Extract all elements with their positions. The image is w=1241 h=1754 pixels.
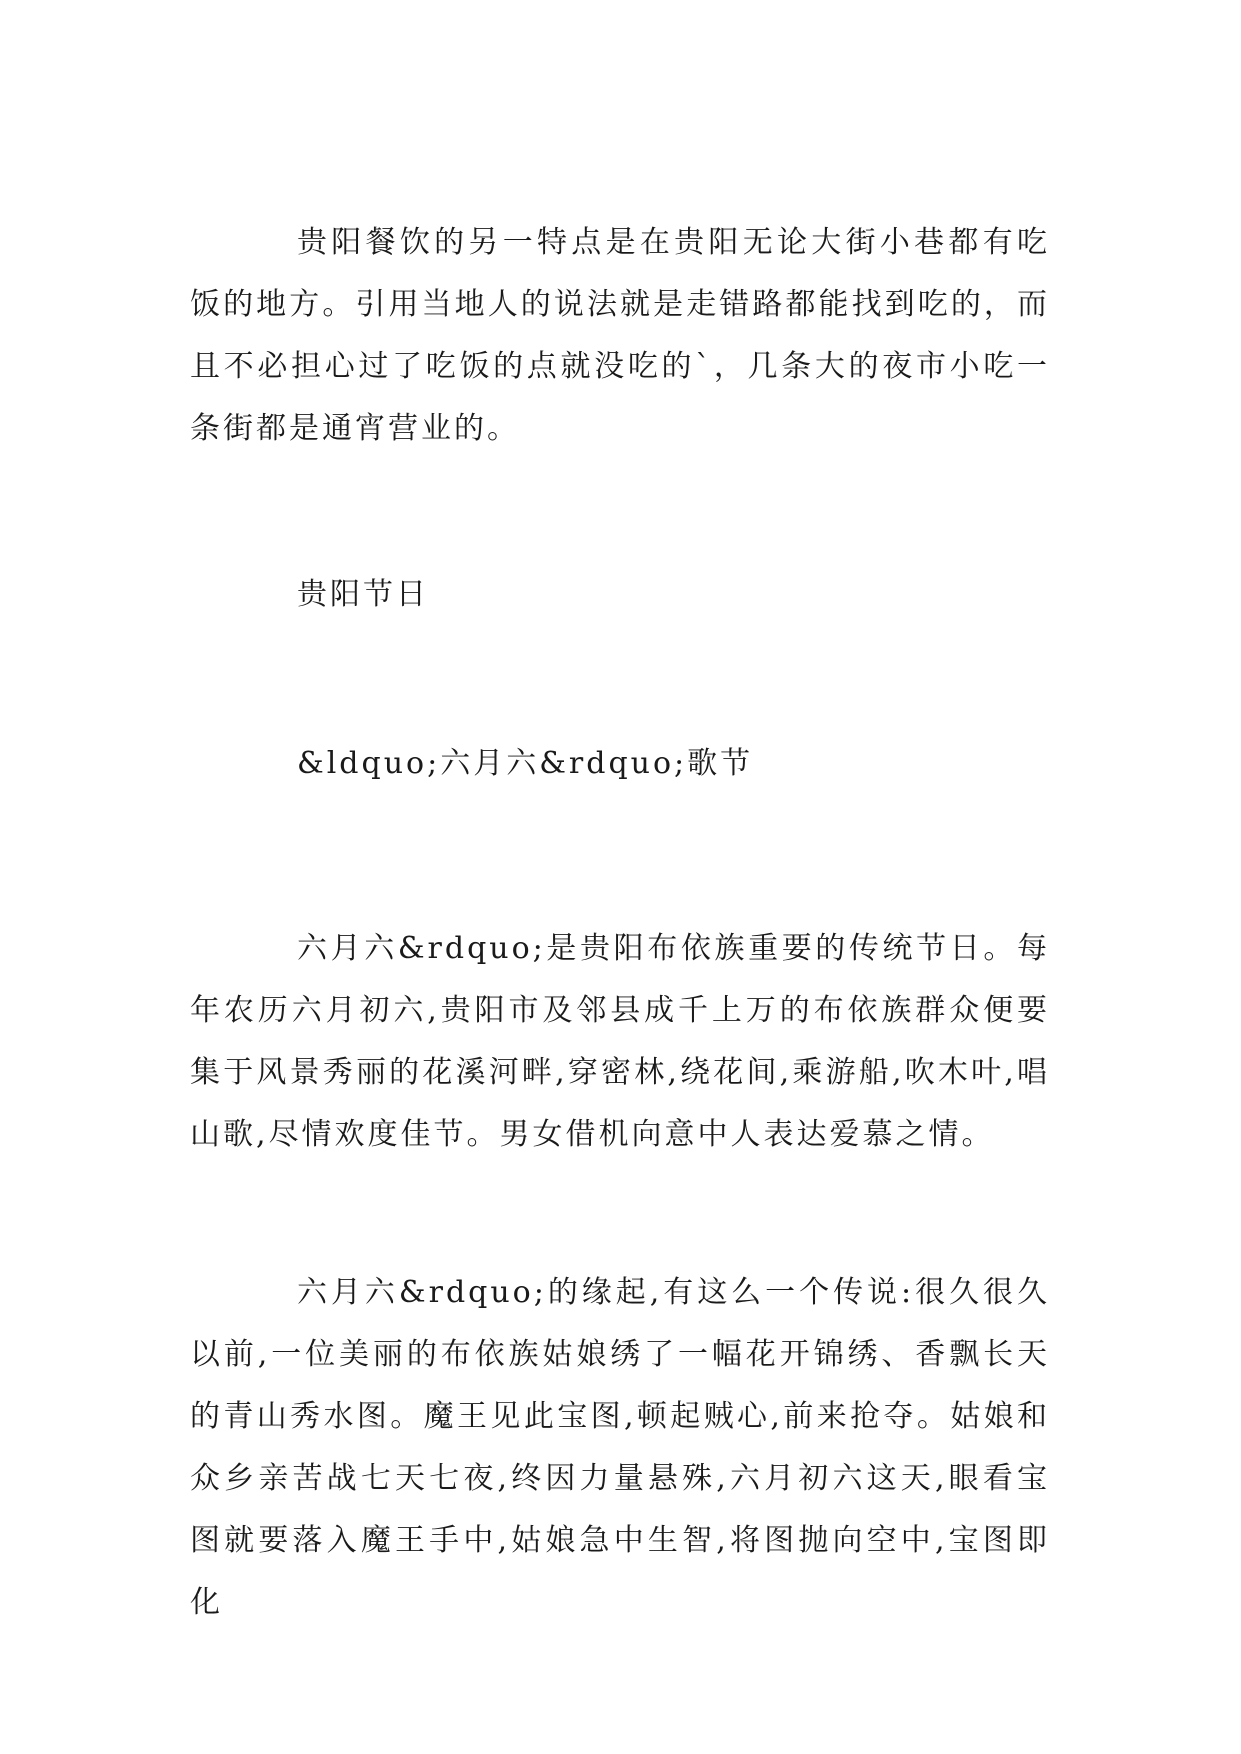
paragraph-dining: 贵阳餐饮的另一特点是在贵阳无论大街小巷都有吃饭的地方。引用当地人的说法就是走错路都能找到吃的，而且不必担心过了吃饭的点就没吃的`，几条大的夜市小吃一条街都是通宵营业的。: [190, 225, 1050, 446]
paragraph-festival-legend: 六月六&rdquo;的缘起,有这么一个传说:很久很久以前,一位美丽的布依族姑娘绣了一幅花开锦绣、香飘长天的青山秀水图。魔王见此宝图,顿起贼心,前来抢夺。姑娘和众乡亲苦战七天七夜,终因力量悬殊,六月初六这天,眼看宝图就要落入魔王手中,姑娘急中生智,将图抛向空中,宝图即化: [190, 1275, 1050, 1620]
heading-guiyang-festivals: 贵阳节日: [297, 577, 429, 612]
heading-june-sixth-song-festival: &ldquo;六月六&rdquo;歌节: [297, 746, 754, 781]
paragraph-festival-description: 六月六&rdquo;是贵阳布依族重要的传统节日。每年农历六月初六,贵阳市及邻县成千上万的布依族群众便要集于风景秀丽的花溪河畔,穿密林,绕花间,乘游船,吹木叶,唱山歌,尽情欢度佳节。男女借机向意中人表达爱慕之情。: [190, 931, 1050, 1152]
